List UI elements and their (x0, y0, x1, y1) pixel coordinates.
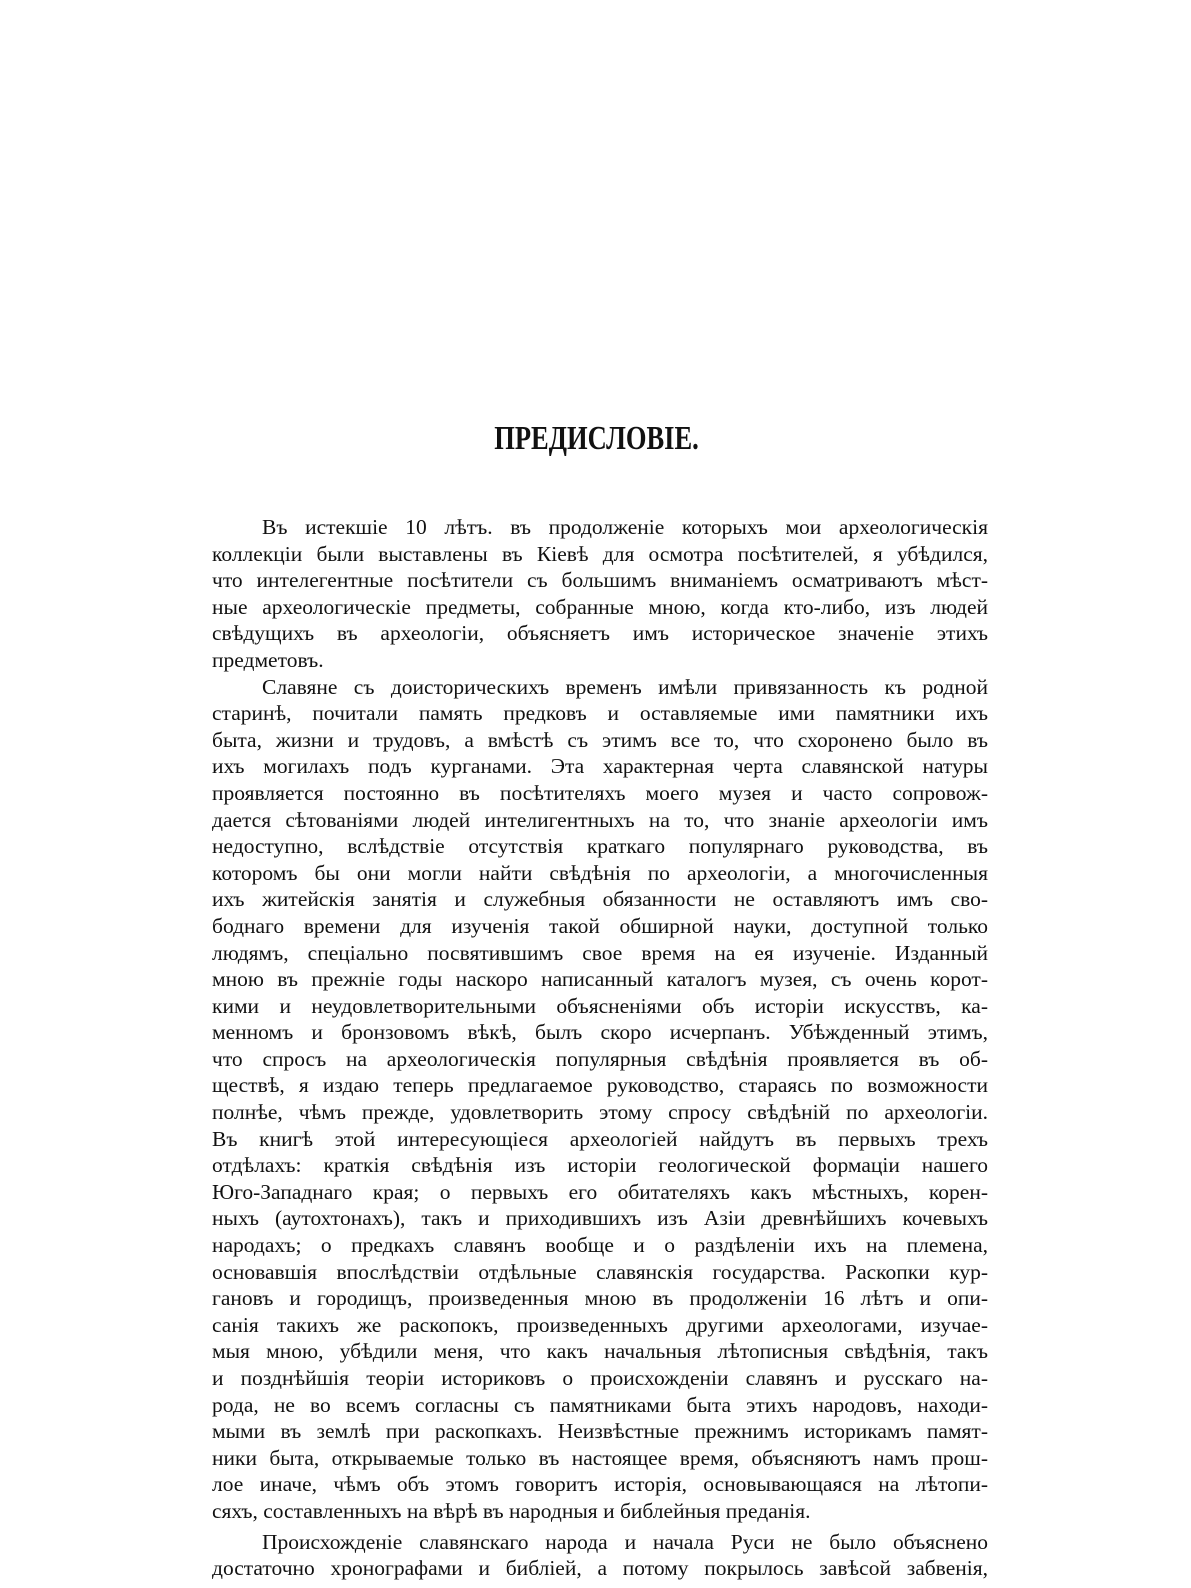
text-line: Славяне съ доисторическихъ временъ имѣли привязанность къ родной (262, 674, 988, 699)
text-line: людямъ, спеціально посвятившимъ свое время на ея изученіе. Изданный (212, 940, 988, 965)
text-line: ихъ могилахъ подъ курганами. Эта характерная черта славянской натуры (212, 754, 988, 779)
text-line: ные археологическіе предметы, собранные мною, когда кто-либо, изъ людей (212, 594, 988, 619)
text-line: основавшія впослѣдствіи отдѣльные славянскія государства. Раскопки кур- (212, 1259, 988, 1284)
text-line: менномъ и бронзовомъ вѣкѣ, былъ скоро исчерпанъ. Убѣжденный этимъ, (212, 1020, 988, 1045)
text-line: Въ книгѣ этой интересующіеся археологіей найдутъ въ первыхъ трехъ (212, 1126, 988, 1151)
text-line: что спросъ на археологическія популярныя свѣдѣнія проявляется въ об- (212, 1046, 988, 1071)
text-line: боднаго времени для изученія такой обширной науки, доступной только (212, 913, 988, 938)
body-text (212, 514, 988, 1582)
text-line: ихъ житейскія занятія и служебныя обязанности не оставляютъ имъ сво- (212, 887, 988, 912)
text-line: достаточно хронографами и библіей, а потому покрылось завѣсой забвенія, (212, 1556, 988, 1581)
text-line: свѣдущихъ въ археологіи, объясняетъ имъ историческое значеніе этихъ (212, 621, 988, 646)
text-line: дается сѣтованіями людей интелигентныхъ на то, что знаніе археологіи имъ (212, 807, 988, 832)
text-line: и позднѣйшія теоріи историковъ о происхожденіи славянъ и русскаго на- (212, 1366, 988, 1390)
text-line: Происхожденіе славянскаго народа и начала Руси не было объяснено (262, 1529, 988, 1554)
text-line: мыми въ землѣ при раскопкахъ. Неизвѣстные прежнимъ историкамъ памят- (212, 1419, 988, 1444)
page-title: ПРЕДИСЛОВІЕ. (494, 420, 699, 457)
text-line: гановъ и городищъ, произведенныя мною въ продолженіи 16 лѣтъ и опи- (212, 1286, 988, 1311)
text-line: быта, жизни и трудовъ, а вмѣстѣ съ этимъ все то, что схоронено было въ (212, 727, 988, 752)
text-line: недоступно, вслѣдствіе отсутствія краткаго популярнаго руководства, въ (212, 834, 988, 859)
text-line: лое иначе, чѣмъ объ этомъ говоритъ исторія, основывающаяся на лѣтопи- (212, 1472, 988, 1497)
text-line: что интелегентные посѣтители съ большимъ вниманіемъ осматриваютъ мѣст- (212, 568, 988, 593)
text-line: ществѣ, я издаю теперь предлагаемое руководство, стараясь по возможности (212, 1073, 988, 1098)
text-line: сяхъ, составленныхъ на вѣрѣ въ народныя и библейныя преданія. (212, 1498, 811, 1523)
text-line: Юго-Западнаго края; о первыхъ его обитателяхъ какъ мѣстныхъ, корен- (212, 1179, 988, 1204)
text-line: народахъ; о предкахъ славянъ вообще и о раздѣленіи ихъ на племена, (212, 1233, 988, 1258)
text-line: ники быта, открываемые только въ настоящее время, объясняютъ намъ прош- (212, 1445, 988, 1470)
text-line: предметовъ. (212, 647, 324, 672)
text-line: ныхъ (аутохтонахъ), такъ и приходившихъ изъ Азіи древнѣйшихъ кочевыхъ (212, 1206, 988, 1231)
text-line: полнѣе, чѣмъ прежде, удовлетворить этому спросу свѣдѣній по археологіи. (212, 1100, 988, 1125)
text-line: рода, не во всемъ согласны съ памятниками быта этихъ народовъ, находи- (212, 1392, 988, 1417)
text-line: санія такихъ же раскопокъ, произведенныхъ другими археологами, изучае- (212, 1312, 988, 1337)
text-line: мною въ прежніе годы наскоро написанный каталогъ музея, съ очень корот- (212, 967, 988, 992)
text-line: мыя мною, убѣдили меня, что какъ начальныя лѣтописныя свѣдѣнія, такъ (212, 1339, 988, 1364)
text-line: старинѣ, почитали память предковъ и оставляемые ими памятники ихъ (212, 701, 988, 726)
text-line: Въ истекшіе 10 лѣтъ. въ продолженіе которыхъ мои археологическія (262, 515, 988, 539)
text-line: которомъ бы они могли найти свѣдѣнія по археологіи, а многочисленныя (212, 860, 988, 885)
text-line: проявляется постоянно въ посѣтителяхъ моего музея и часто сопровож- (212, 780, 988, 805)
text-line: кими и неудовлетворительными объясненіями объ исторіи искусствъ, ка- (212, 993, 988, 1018)
text-line: отдѣлахъ: краткія свѣдѣнія изъ исторіи геологической формаціи нашего (212, 1153, 988, 1178)
text-line: коллекціи были выставлены въ Кіевѣ для осмотра посѣтителей, я убѣдился, (212, 541, 988, 566)
